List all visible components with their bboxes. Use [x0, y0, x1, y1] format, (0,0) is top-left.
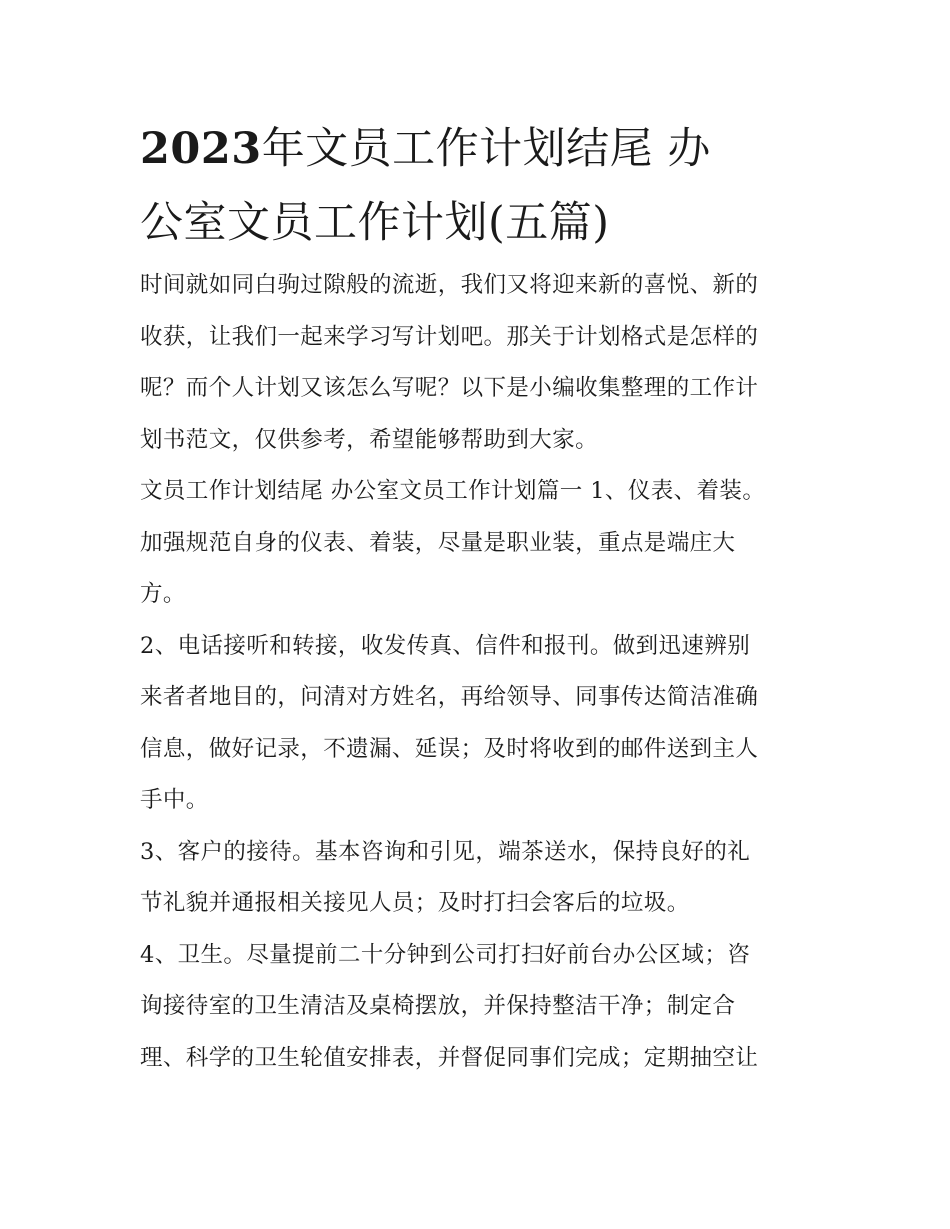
title-year: 2023 — [140, 124, 262, 174]
paragraph-item-3 — [140, 827, 812, 930]
paragraph-line: 时间就如同白驹过隙般的流逝，我们又将迎来新的喜悦、新的 — [140, 272, 759, 298]
paragraph-line: 3、客户的接待。基本咨询和引见，端茶送水，保持良好的礼 — [140, 838, 751, 865]
paragraph-line: 手中。 — [140, 787, 209, 813]
paragraph-line: 文员工作计划结尾 办公室文员工作计划篇一 1、仪表、着装。 — [140, 478, 766, 504]
document-title — [140, 112, 812, 260]
paragraph-item-1 — [140, 466, 812, 621]
paragraph-line: 信息，做好记录，不遗漏、延误；及时将收到的邮件送到主人 — [140, 735, 759, 762]
paragraph-line: 2、电话接听和转接，收发传真、信件和报刊。做到迅速辨别 — [140, 632, 751, 659]
paragraph-line: 4、卫生。尽量提前二十分钟到公司打扫好前台办公区域；咨 — [140, 941, 751, 968]
paragraph-line: 加强规范自身的仪表、着装，尽量是职业装，重点是端庄大 — [140, 529, 736, 556]
title-line-1-text: 年文员工作计划结尾 办 — [261, 124, 711, 174]
paragraph-line: 理、科学的卫生轮值安排表，并督促同事们完成；定期抽空让 — [140, 1044, 759, 1071]
paragraph-line: 节礼貌并通报相关接见人员；及时打扫会客后的垃圾。 — [140, 890, 690, 916]
title-line-2: 公室文员工作计划(五篇) — [140, 198, 610, 248]
paragraph-line: 划书范文，仅供参考，希望能够帮助到大家。 — [140, 426, 599, 453]
title-line-1 — [140, 112, 812, 186]
paragraph-item-2 — [140, 621, 812, 827]
paragraph-line: 呢？而个人计划又该怎么写呢？以下是小编收集整理的工作计 — [140, 375, 759, 401]
paragraph-intro — [140, 260, 812, 466]
paragraph-line: 询接待室的卫生清洁及桌椅摆放，并保持整洁干净；制定合 — [140, 993, 736, 1019]
paragraph-item-4 — [140, 930, 812, 1085]
paragraph-line: 收获，让我们一起来学习写计划吧。那关于计划格式是怎样的 — [140, 323, 759, 350]
paragraph-line: 来者者地目的，问清对方姓名，再给领导、同事传达简洁准确 — [140, 684, 759, 710]
paragraph-line: 方。 — [140, 581, 186, 607]
document-page — [140, 112, 812, 1084]
